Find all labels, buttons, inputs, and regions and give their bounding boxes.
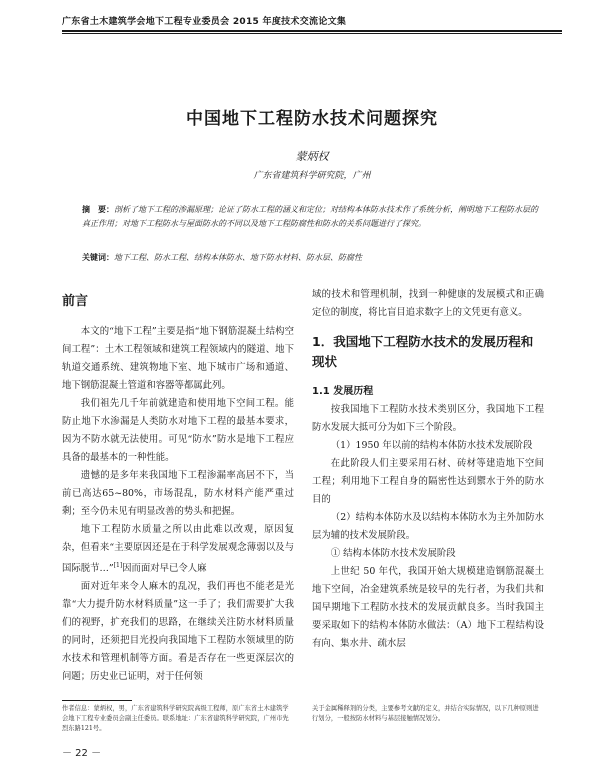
keywords	[82, 250, 544, 265]
footnote-rule	[62, 700, 132, 701]
paragraph-with-ref	[62, 521, 294, 578]
paragraph: 在此阶段人们主要采用石材、砖材等建造地下空间工程；利用地下工程自身的隔密性达到禦水于外的防水目的	[312, 458, 544, 505]
paragraph: 我们祖先几千年前就建造和使用地下空间工程。能防止地下水渗漏是人类防水对地下工程的最基本要求，因为不防水就无法使用。可见“防水”防水是地下工程应具备的最基本的一种性能。	[62, 398, 294, 463]
paragraph: 遗憾的是多年来我国地下工程渗漏率高居不下，当前已高达65~80%，市场混乱，防水材料产能严重过剩；至今仍未见有明显改善的势头和把握。	[62, 470, 294, 517]
paragraph: （1）1950 年以前的结构本体防水技术发展阶段	[330, 440, 533, 451]
subsection-title-1-1: 1.1 发展历程	[312, 386, 374, 397]
abstract	[82, 202, 544, 231]
paragraph: 本文的“地下工程”主要是指“地下钢筋混凝土结构空间工程”：土木工程领域和建筑工程领域内的隧道、地下轨道交通系统、建筑物地下室、地下城市广场和通道、地下钢筋混凝土管道和容器等都属此列。	[62, 326, 294, 391]
abstract-label: 摘 要：	[82, 204, 114, 214]
paper-title: 中国地下工程防水技术问题探究	[186, 109, 438, 129]
paragraph: ① 结构本体防水技术发展阶段	[330, 548, 456, 559]
paragraph: （2）结构本体防水及以结构本体防水为主外加防水层为辅的技术发展阶段。	[312, 512, 544, 541]
paragraph-continued: 域的技术和管理机制，找到一种健康的发展模式和正确定位的制度，将比盲目追求数字上的文凭更有意义。	[312, 289, 544, 318]
section-title-1: 1．我国地下工程防水技术的发展历程和现状	[312, 334, 534, 369]
footnote-right: 关于金属稀释剂的分类，主要参考文献的定义，并结合实际情况，以下几种原则进行划分，一般按防水材料与基层接触情况划分。	[312, 705, 539, 722]
paragraph: 面对近年来令人麻木的乱况，我们再也不能老是光靠“大力提升防水材料质量”这一手了；我们需要扩大我们的视野，扩充我们的思路，在继续关注防水材料质量的同时，还须把目光投向我国地下工程防水领域里的防水技术和管理机制等方面。看是否存在一些更深层次的问题；历史业已证明，对于任何领	[62, 581, 294, 683]
paragraph-text: 地下工程防水质量之所以由此难以改观，原因复杂，但看来“主要原因还是在于科学发展观念薄弱以及与国际脱节…”	[62, 524, 294, 575]
abstract-text: 剖析了地下工程的渗漏原理；论证了防水工程的涵义和定位；对结构本体防水技术作了系统分析，阐明地下工程防水层的真正作用；对地下工程防水与屋面防水的不同以及地下工程防腐性和防水的关系问题进行了探究。	[82, 205, 538, 228]
keywords-text: 地下工程、防水工程、结构本体防水、地下防水材料、防水层、防腐性	[114, 253, 362, 262]
footnote-left: 作者信息：蒙炳权，男，广东省建筑科学研究院高级工程师，原广东省土木建筑学会地下工程专业委员会副主任委员。联系地址：广东省建筑科学研究院，广州市先烈东路121号。	[62, 705, 289, 732]
paragraph-tail: 因而面对早已令人麻	[122, 563, 207, 575]
header-rule-thin	[62, 33, 562, 34]
author-affiliation: 广东省建筑科学研究院，广州	[253, 171, 371, 181]
running-header: 广东省土木建筑学会地下工程专业委员会 2015 年度技术交流论文集	[62, 17, 347, 27]
keywords-label: 关键词：	[82, 252, 114, 262]
header-rule	[62, 30, 562, 32]
page-number: － 22 －	[62, 748, 102, 759]
paragraph: 按我国地下工程防水技术类别区分，我国地下工程防水发展大抵可分为如下三个阶段。	[312, 404, 544, 433]
right-column	[312, 286, 544, 653]
author-name: 蒙炳权	[295, 150, 329, 163]
section-title-preface: 前言	[62, 294, 89, 309]
left-column	[62, 286, 294, 686]
paragraph: 上世纪 50 年代，我国开始大规模建造钢筋混凝土地下空间，冶金建筑系统是较早的先行者，为我们共和国早期地下工程防水技术的发展贡献良多。当时我国主要采取如下的结构本体防水做法：（A）地下工程结构设有向、集水井、疏水层	[312, 566, 544, 649]
reference-mark: [1]	[113, 562, 123, 569]
